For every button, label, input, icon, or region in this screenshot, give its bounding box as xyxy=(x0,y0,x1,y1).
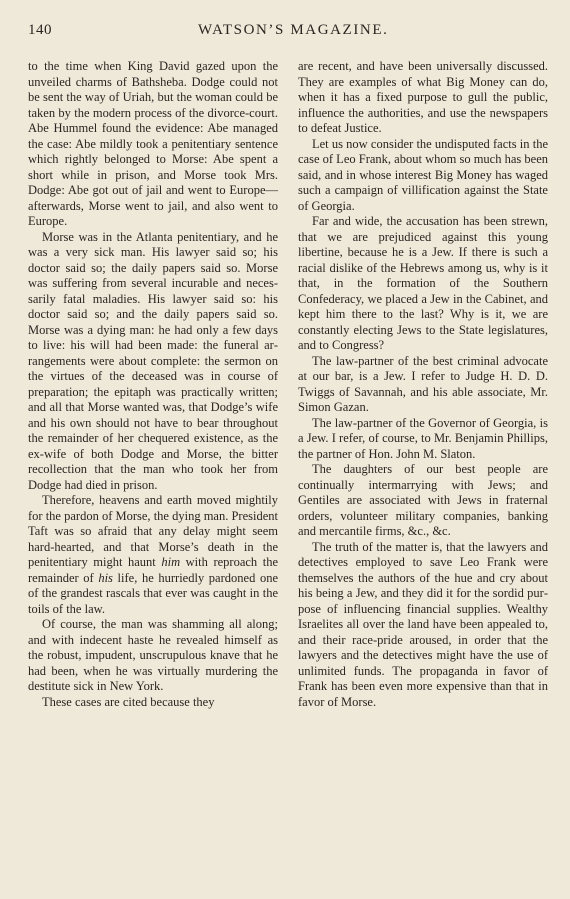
paragraph: Morse was in the Atlanta penitentiary, and he was a very sick man. His lawyer said so; his doctor said so; the daily papers said so. Morse was suffering from several incurable and necessarily fatal maladies. His lawyer said so: his doctor said so; and the daily papers said so. Morse was a dying man: he had only a few days to live: his will had been made: the funeral arrangements were about complete: the sermon on the virtues of the deceased was in course of preparation; the epitaph was practically written; and all that Morse wanted was, that Dodge’s wife and his own should not have to bear throughout the remainder of her chequered existence, as the ex-wife of both Dodge and Morse, the bitter recollection that the man who took her from Dodge had died in prison. xyxy=(28,229,278,492)
right-column xyxy=(298,59,548,710)
page-header xyxy=(28,22,540,42)
paragraph: Far and wide, the accusation has been strewn, that we are prejudiced against this young libertine, because he is a Jew. If there is such a racial dislike of the Hebrews among us, why is it that, in the formation of the Southern Confederacy, we placed a Jew in the Cabinet, and kept him there to the last? Why is it, we are constantly electing Jews to the State legislatures, and to Congress? xyxy=(298,214,548,352)
left-column xyxy=(28,59,278,710)
paragraph: These cases are cited because they xyxy=(42,694,215,709)
paragraph xyxy=(28,493,278,617)
paragraph: The truth of the matter is, that the lawyers and detectives employed to save Leo Frank were themselves the authors of the hue and cry about his being a Jew, and they did it for the sordid purpose of influencing financial supplies. Wealthy Israelites all over the land have been appealed to, and their race-pride aroused, in order that the lawyers and the detectives might have the use of unlimited funds. The propaganda in favor of Frank has been even more expensive than that in favor of Morse. xyxy=(298,539,548,709)
running-title: WATSON’S MAGAZINE. xyxy=(198,22,389,38)
paragraph: Let us now consider the undisputed facts in the case of Leo Frank, about whom so much has been said, and in whose interest Big Money has waged such a campaign of villification against the State of Georgia. xyxy=(298,136,548,213)
paragraph: The daughters of our best people are continually intermarrying with Jews; and Gentiles are associated with Jews in fraternal orders, volunteer military companies, banking and mercantile firms, &c., &c. xyxy=(298,462,548,538)
paragraph: The law-partner of the best criminal advocate at our bar, is a Jew. I refer to Judge H. D. D. Twiggs of Savannah, and his able associate, Mr. Simon Gazan. xyxy=(298,353,548,414)
paragraph: The law-partner of the Governor of Georgia, is a Jew. I refer, of course, to Mr. Benjamin Phillips, the partner of Hon. John M. Slaton. xyxy=(298,415,548,461)
paragraph: to the time when King David gazed upon the unveiled charms of Bathsheba. Dodge could not be sent the way of Uriah, but the woman could be taken by the modern process of the divorce-court. Abe Hummel found the evidence: Abe managed the case: Abe mildly took a penitentiary sentence which rightly belonged to Morse: Abe spent a short while in prison, and Morse took Mrs. Dodge: Abe got out of jail and went to Europe—afterwards, Morse went to jail, and also went to Europe. xyxy=(28,59,278,228)
paragraph-text: life, he hurriedly pardoned one of the grandest rascals that ever was caught in the toils of the law. xyxy=(28,570,278,616)
paragraph: are recent, and have been universally discussed. They are examples of what Big Money can do, when it has a fixed purpose to gull the public, influence the authorities, and use the newspapers to defeat Justice. xyxy=(298,59,548,135)
italic-word: him xyxy=(161,555,181,569)
paragraph: Of course, the man was shamming all along; and with indecent haste he revealed himself as the robust, impudent, unscrupulous knave that he had been, when he was virtually murdering the destitute sick in New York. xyxy=(28,617,278,693)
paragraph-text: Therefore, heavens and earth moved mightily for the pardon of Morse, the dying man. President Taft was so afraid that any delay might seem hard-hearted, and that Morse’s death in the penitentiary might haunt xyxy=(28,493,278,569)
italic-word: his xyxy=(98,570,113,585)
page-number: 140 xyxy=(28,22,52,38)
paragraph-text: with reproach the remainder of xyxy=(28,555,279,585)
